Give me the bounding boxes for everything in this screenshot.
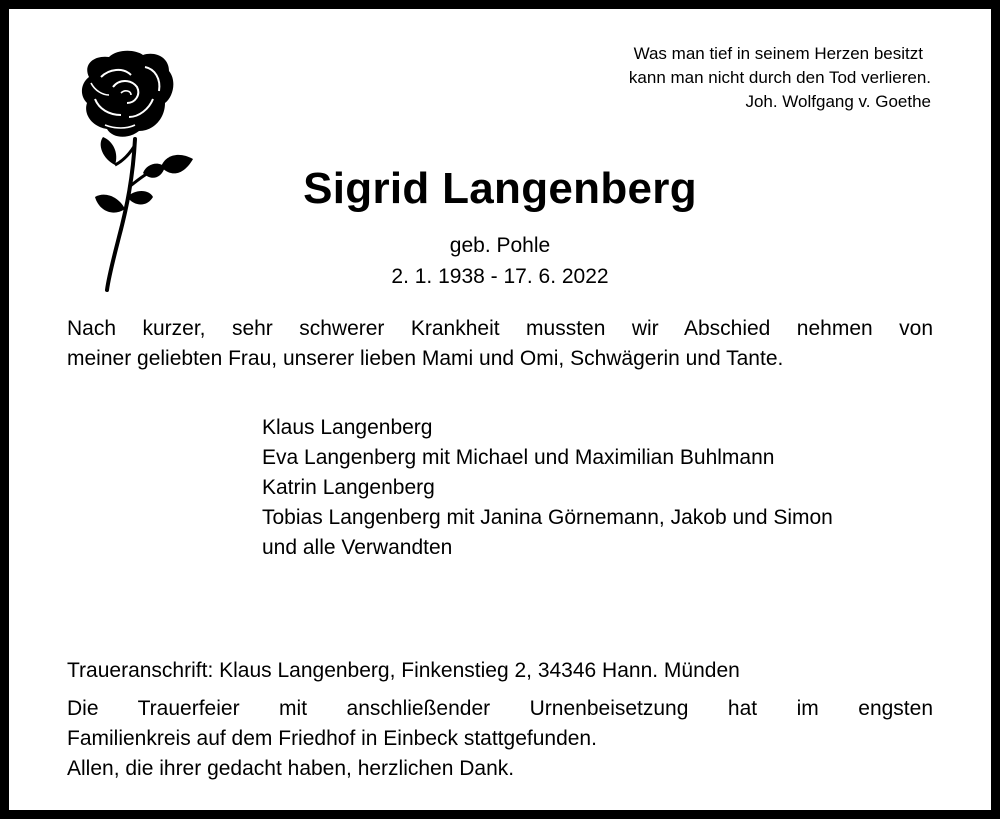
goethe-quote	[551, 42, 931, 114]
quote-author: Joh. Wolfgang v. Goethe	[745, 92, 931, 111]
mourner-item: Klaus Langenberg	[262, 416, 433, 439]
mourner-item: Tobias Langenberg mit Janina Görnemann, Jakob und Simon	[262, 506, 833, 529]
closing-paragraph	[67, 694, 933, 784]
closing-line-3: Allen, die ihrer gedacht haben, herzlichen Dank.	[67, 757, 515, 780]
quote-line-2: kann man nicht durch den Tod verlieren.	[628, 68, 931, 87]
deceased-name: Sigrid Langenberg	[303, 164, 697, 213]
closing-line-1: Die Trauerfeier mit anschließender Urnenbeisetzung hat im engsten	[67, 697, 933, 720]
mourner-item: und alle Verwandten	[262, 536, 453, 559]
birth-name: geb. Pohle	[449, 234, 551, 257]
intro-line-2: meiner geliebten Frau, unserer lieben Mami und Omi, Schwägerin und Tante.	[67, 347, 784, 370]
intro-paragraph	[67, 314, 933, 374]
closing-line-2: Familienkreis auf dem Friedhof in Einbeck stattgefunden.	[67, 727, 597, 750]
quote-line-1: Was man tief in seinem Herzen besitzt	[633, 44, 923, 63]
mourner-item: Katrin Langenberg	[262, 476, 435, 499]
intro-line-1: Nach kurzer, sehr schwerer Krankheit mussten wir Abschied nehmen von	[67, 317, 933, 340]
mourner-item: Eva Langenberg mit Michael und Maximilian Buhlmann	[262, 446, 775, 469]
mourning-address: Traueranschrift: Klaus Langenberg, Finkenstieg 2, 34346 Hann. Münden	[67, 659, 740, 682]
mourners-list	[262, 413, 942, 563]
life-dates: 2. 1. 1938 - 17. 6. 2022	[391, 265, 609, 288]
